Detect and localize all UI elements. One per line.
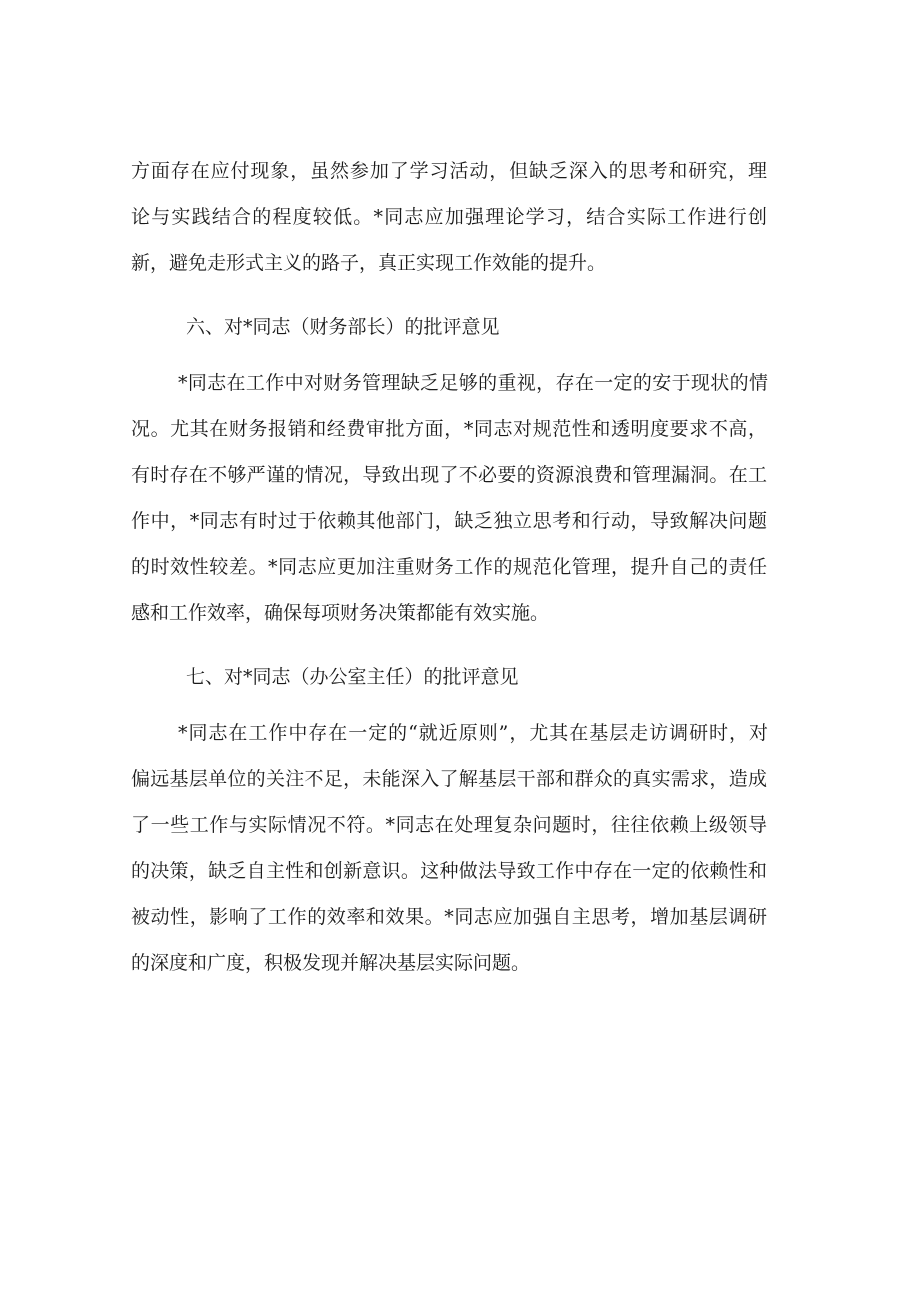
paragraph-line: 况。尤其在财务报销和经费审批方面，*同志对规范性和透明度要求不高， (131, 418, 767, 440)
paragraph-line: 的时效性较差。*同志应更加注重财务工作的规范化管理，提升自己的责任 (131, 556, 767, 578)
paragraph-line: 偏远基层单位的关注不足，未能深入了解基层干部和群众的真实需求，造成 (131, 768, 767, 790)
paragraph-line: 作中，*同志有时过于依赖其他部门，缺乏独立思考和行动，导致解决问题 (131, 510, 767, 532)
paragraph-line: 论与实践结合的程度较低。*同志应加强理论学习，结合实际工作进行创 (131, 206, 767, 228)
paragraph-line: *同志在工作中存在一定的“就近原则”，尤其在基层走访调研时，对 (178, 722, 768, 744)
paragraph-line: *同志在工作中对财务管理缺乏足够的重视，存在一定的安于现状的情 (178, 372, 768, 394)
paragraph-line: 的决策，缺乏自主性和创新意识。这种做法导致工作中存在一定的依赖性和 (131, 860, 767, 882)
section-heading-7: 七、对*同志（办公室主任）的批评意见 (186, 666, 519, 688)
paragraph-line: 了一些工作与实际情况不符。*同志在处理复杂问题时，往往依赖上级领导 (131, 814, 767, 836)
paragraph-line: 新，避免走形式主义的路子，真正实现工作效能的提升。 (131, 252, 607, 274)
paragraph-line: 方面存在应付现象，虽然参加了学习活动，但缺乏深入的思考和研究，理 (131, 160, 767, 182)
paragraph-line: 有时存在不够严谨的情况，导致出现了不必要的资源浪费和管理漏洞。在工 (131, 464, 767, 486)
paragraph-line: 被动性，影响了工作的效率和效果。*同志应加强自主思考，增加基层调研 (131, 906, 767, 928)
paragraph-line: 感和工作效率，确保每项财务决策都能有效实施。 (131, 602, 550, 624)
section-heading-6: 六、对*同志（财务部长）的批评意见 (186, 316, 500, 338)
paragraph-line: 的深度和广度，积极发现并解决基层实际问题。 (131, 952, 531, 974)
